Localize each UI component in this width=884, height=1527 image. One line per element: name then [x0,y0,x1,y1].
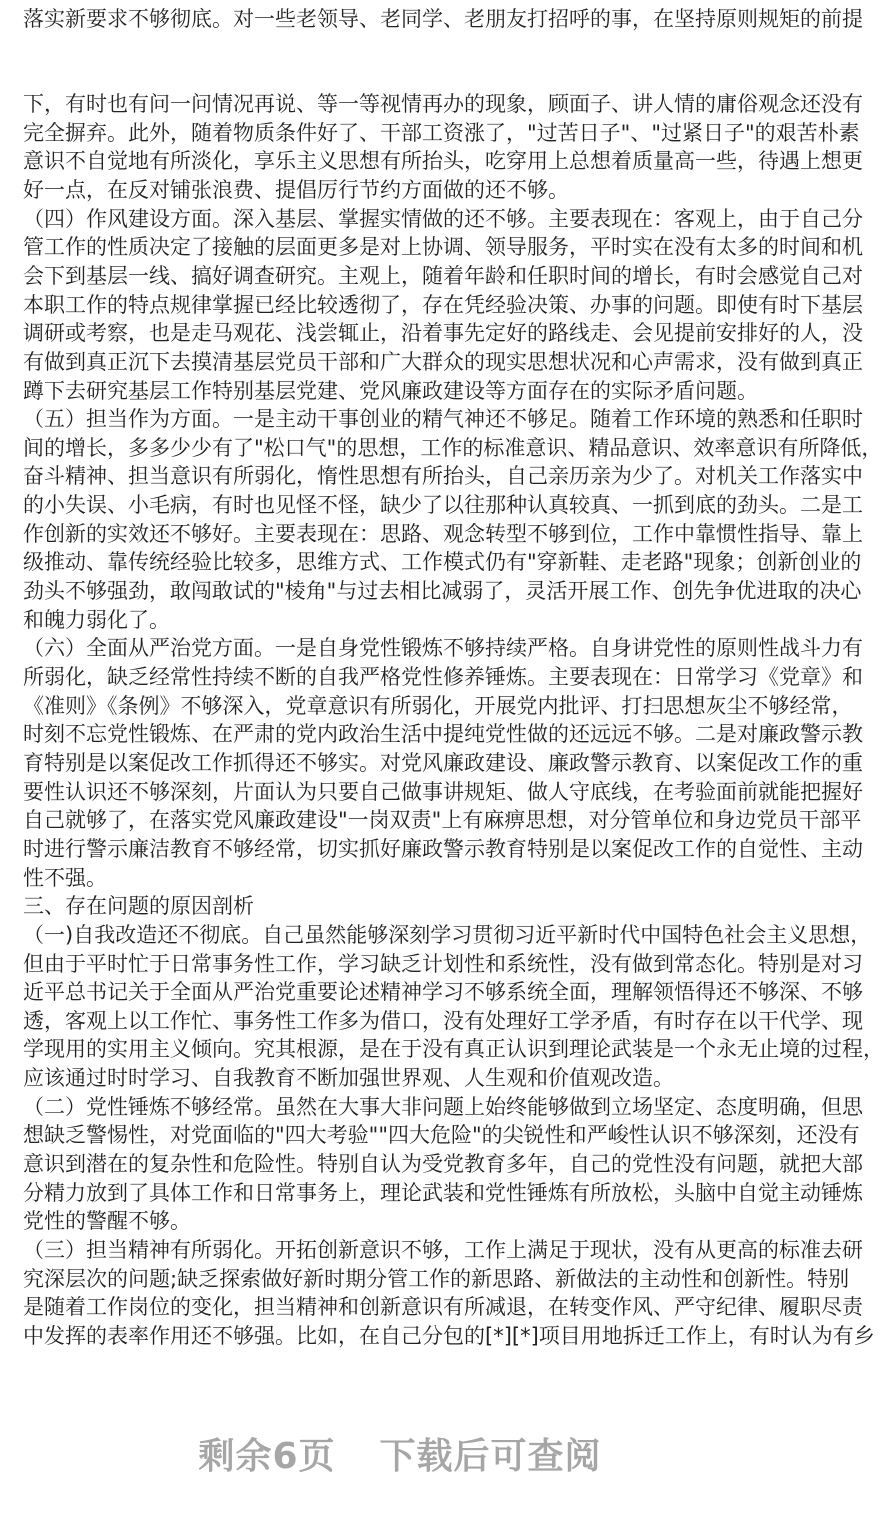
document-line: 育特别是以案促改工作抓得还不够实。对党风廉政建设、廉政警示教育、以案促改工作的重 [23,750,863,775]
document-line: 近平总书记关于全面从严治党重要论述精神学习不够系统全面，理解领悟得还不够深、不够 [23,980,863,1005]
document-line: 是随着工作岗位的变化，担当精神和创新意识有所减退，在转变作风、严守纪律、履职尽责 [23,1295,863,1320]
document-line: 级推动、靠传统经验比较多，思维方式、工作模式仍有"穿新鞋、走老路"现象；创新创业的 [23,550,862,575]
document-line: 所弱化，缺乏经常性持续不断的自我严格党性修养锤炼。主要表现在：日常学习《党章》和 [23,665,863,689]
document-line: 意识不自觉地有所淡化，享乐主义思想有所抬头，吃穿用上总想着质量高一些，待遇上想更 [23,149,863,174]
download-to-read-label[interactable]: 下载后可查阅 [379,1436,602,1477]
document-line: 应该通过时时学习、自我教育不断加强世界观、人生观和价值观改造。 [23,1066,674,1091]
document-line: 的小失误、小毛病，有时也见怪不怪，缺少了以往那种认真较真、一抓到底的劲头。二是工 [23,493,863,518]
document-line: （二）党性锤炼不够经常。虽然在大事大非问题上始终能够做到立场坚定、态度明确，但思 [23,1094,863,1119]
document-line: （六）全面从严治党方面。一是自身党性锻炼不够持续严格。自身讲党性的原则性战斗力有 [23,636,863,661]
document-line: 会下到基层一线、搞好调查研究。主观上，随着年龄和任职时间的增长，有时会感觉自己对 [23,263,863,288]
document-line: 意识到潜在的复杂性和危险性。特别自认为受党教育多年，自己的党性没有问题，就把大部 [23,1152,863,1177]
document-line: 落实新要求不够彻底。对一些老领导、老同学、老朋友打招呼的事，在坚持原则规矩的前提 [23,7,863,31]
document-line: （三）担当精神有所弱化。开拓创新意识不够，工作上满足于现状，没有从更高的标准去研 [23,1238,863,1262]
document-line: 时刻不忘党性锻炼、在严肃的党内政治生活中提纯党性做的还远远不够。二是对廉政警示教 [23,722,863,747]
document-line: 自己就够了，在落实党风廉政建设"一岗双责"上有麻痹思想，对分管单位和身边党员干部平 [23,808,862,833]
document-line: 中发挥的表率作用还不够强。比如，在自己分包的[*][*]项目用地拆迁工作上，有时认为有乡 [23,1323,875,1348]
document-line: 和魄力弱化了。 [23,607,170,632]
document-line: 要性认识还不够深刻，片面认为只要自己做事讲规矩、做人守底线，在考验面前就能把握好 [23,779,863,804]
document-line: 究深层次的问题;缺乏探索做好新时期分管工作的新思路、新做法的主动性和创新性。特别 [23,1266,850,1291]
document-line: 党性的警醒不够。 [23,1209,191,1234]
document-line: 有做到真正沉下去摸清基层党员干部和广大群众的现实思想状况和心声需求，没有做到真正 [23,349,863,374]
document-line: 但由于平时忙于日常事务性工作，学习缺乏计划性和系统性，没有做到常态化。特别是对习 [23,951,863,976]
document-line: 时进行警示廉洁教育不够经常，切实抓好廉政警示教育特别是以案促改工作的自觉性、主动 [23,836,863,861]
document-line: 完全摒弃。此外，随着物质条件好了、干部工资涨了，"过苦日子"、"过紧日子"的艰苦朴素 [23,120,860,145]
document-line: （五）担当作为方面。一是主动干事创业的精气神还不够足。随着工作环境的熟悉和任职时 [23,407,863,432]
document-line: （一)自我改造还不彻底。自己虽然能够深刻学习贯彻习近平新时代中国特色社会主义思想， [23,922,872,947]
document-line: 劲头不够强劲，敢闯敢试的"棱角"与过去相比减弱了，灵活开展工作、创先争优进取的决心 [23,579,862,604]
document-line: 管工作的性质决定了接触的层面更多是对上协调、领导服务，平时实在没有太多的时间和机 [23,235,863,260]
document-line: 作创新的实效还不够好。主要表现在：思路、观念转型不够到位，工作中靠惯性指导、靠上 [23,521,863,546]
document-line: 调研或考察，也是走马观花、浅尝辄止，沿着事先定好的路线走、会见提前安排好的人，没 [23,321,863,346]
document-line: 蹲下去研究基层工作特别基层党建、党风廉政建设等方面存在的实际矛盾问题。 [23,378,758,403]
download-banner[interactable] [0,1428,800,1479]
remaining-pages-label: 剩余6页 [198,1436,336,1477]
document-line: 想缺乏警惕性，对党面临的"四大考验""四大危险"的尖锐性和严峻性认识不够深刻，还没有 [23,1123,860,1148]
document-line: 性不强。 [23,865,107,890]
document-line: 透，客观上以工作忙、事务性工作多为借口，没有处理好工学矛盾，有时存在以干代学、现 [23,1008,863,1033]
document-line: 三、存在问题的原因剖析 [23,894,254,919]
document-line: 奋斗精神、担当意识有所弱化，惰性思想有所抬头，自己亲历亲为少了。对机关工作落实中 [23,464,863,489]
document-line: 分精力放到了具体工作和日常事务上，理论武装和党性锤炼有所放松，头脑中自觉主动锤炼 [23,1180,863,1205]
document-line: 好一点，在反对铺张浪费、提倡厉行节约方面做的还不够。 [23,177,569,202]
document-line: 《准则》《条例》不够深入，党章意识有所弱化，开展党内批评、打扫思想灰尘不够经常， [23,693,853,718]
document-line: 下，有时也有问一问情况再说、等一等视情再办的现象，顾面子、讲人情的庸俗观念还没有 [23,92,863,116]
document-line: 本职工作的特点规律掌握已经比较透彻了，存在凭经验决策、办事的问题。即使有时下基层 [23,292,863,317]
document-line: 学现用的实用主义倾向。究其根源，是在于没有真正认识到理论武装是一个永无止境的过程， [23,1037,884,1062]
document-line: （四）作风建设方面。深入基层、掌握实情做的还不够。主要表现在：客观上，由于自己分 [23,206,863,231]
document-line: 间的增长，多多少少有了"松口气"的思想，工作的标准意识、精品意识、效率意识有所降低， [23,435,883,460]
